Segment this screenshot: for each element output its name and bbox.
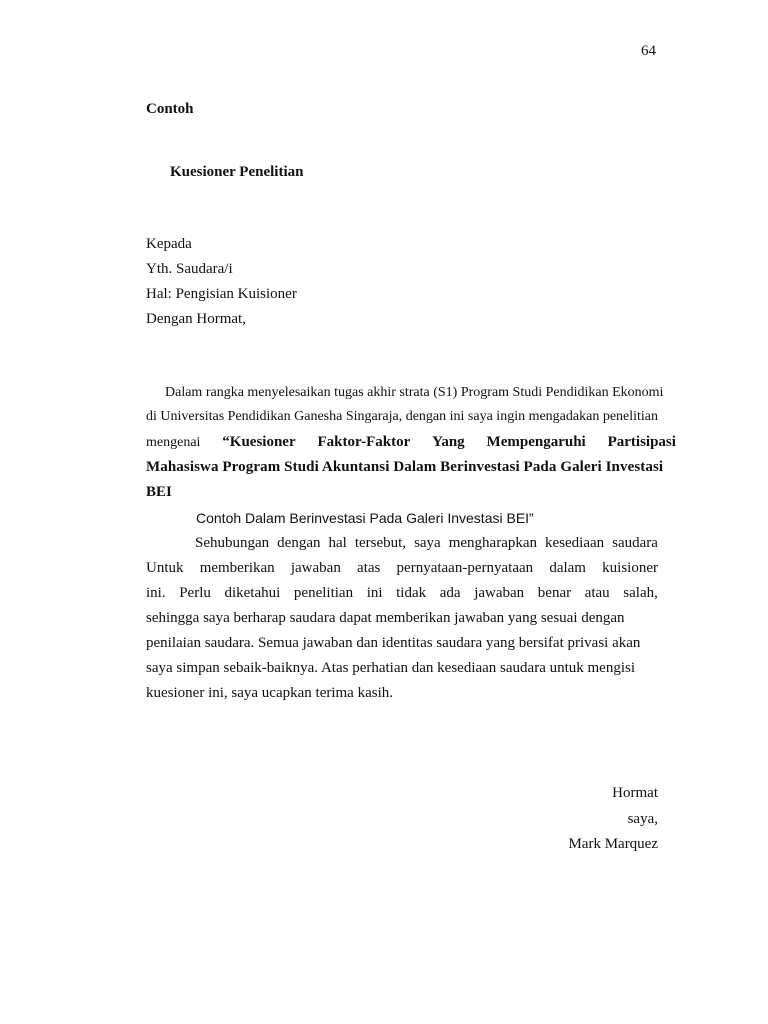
body-word: kesediaan: [545, 535, 605, 551]
intro-line-3-word: “Kuesioner: [222, 434, 296, 450]
body-word: diketahui: [224, 585, 281, 601]
body-word: tidak: [396, 585, 427, 601]
address-to: Kepada: [146, 236, 192, 252]
body-word: dalam: [549, 560, 586, 576]
body-word: jawaban: [290, 560, 341, 576]
body-line-3: [146, 585, 658, 602]
signature-name: Mark Marquez: [568, 836, 658, 852]
document-heading: Contoh: [146, 101, 194, 117]
body-word: atau: [584, 585, 610, 601]
intro-line-3-word: Faktor-Faktor: [317, 434, 411, 450]
signature-closing-2: saya,: [627, 811, 658, 827]
intro-line-5: BEI: [146, 484, 172, 500]
body-word: pernyataan-pernyataan: [396, 560, 534, 576]
address-greeting: Dengan Hormat,: [146, 311, 246, 327]
body-word: atas: [357, 560, 381, 576]
document-subheading: Kuesioner Penelitian: [170, 164, 304, 180]
body-line-4: sehingga saya berharap saudara dapat memberikan jawaban yang sesuai dengan: [146, 610, 625, 626]
intro-line-3-prefix: mengenai: [146, 435, 201, 450]
body-word: saudara: [612, 535, 658, 551]
body-line-6: saya simpan sebaik-baiknya. Atas perhatian dan kesediaan saudara untuk mengisi: [146, 660, 636, 676]
intro-line-3-word: Partisipasi: [607, 434, 676, 450]
address-recipient: Yth. Saudara/i: [146, 261, 233, 277]
body-word: ini: [366, 585, 383, 601]
intro-line-3-word: Yang: [432, 434, 465, 450]
page-number: 64: [641, 43, 656, 59]
body-word: kuisioner: [602, 560, 658, 576]
intro-line-3: [146, 434, 676, 451]
intro-line-4: Mahasiswa Program Studi Akuntansi Dalam Berinvestasi Pada Galeri Investasi: [146, 459, 664, 475]
body-word: tersebut,: [354, 535, 407, 551]
body-word: hal: [328, 535, 347, 551]
body-word: penelitian: [293, 585, 354, 601]
body-word: mengharapkan: [448, 535, 538, 551]
body-line-2: [146, 560, 658, 577]
body-word: dengan: [277, 535, 321, 551]
body-word: ini.: [146, 585, 166, 601]
body-word: Untuk: [146, 560, 184, 576]
body-line-5: penilaian saudara. Semua jawaban dan identitas saudara yang bersifat privasi akan: [146, 635, 641, 651]
signature-closing-1: Hormat: [612, 785, 658, 801]
intro-line-2: di Universitas Pendidikan Ganesha Singaraja, dengan ini saya ingin mengadakan penelitian: [146, 409, 659, 424]
intro-line-3-word: Mempengaruhi: [486, 434, 586, 450]
body-word: memberikan: [199, 560, 275, 576]
intro-line-1: Dalam rangka menyelesaikan tugas akhir strata (S1) Program Studi Pendidikan Ekonomi: [165, 385, 664, 400]
body-word: ada: [439, 585, 461, 601]
body-line-1: [195, 535, 658, 552]
body-word: Sehubungan: [195, 535, 270, 551]
address-subject: Hal: Pengisian Kuisioner: [146, 286, 297, 302]
body-word: benar: [537, 585, 572, 601]
body-word: Perlu: [179, 585, 211, 601]
body-word: saya: [414, 535, 441, 551]
body-word: jawaban: [474, 585, 525, 601]
body-word: salah,: [623, 585, 658, 601]
body-line-7: kuesioner ini, saya ucapkan terima kasih.: [146, 685, 394, 701]
intro-line-6: Contoh Dalam Berinvestasi Pada Galeri Investasi BEI”: [196, 510, 534, 526]
